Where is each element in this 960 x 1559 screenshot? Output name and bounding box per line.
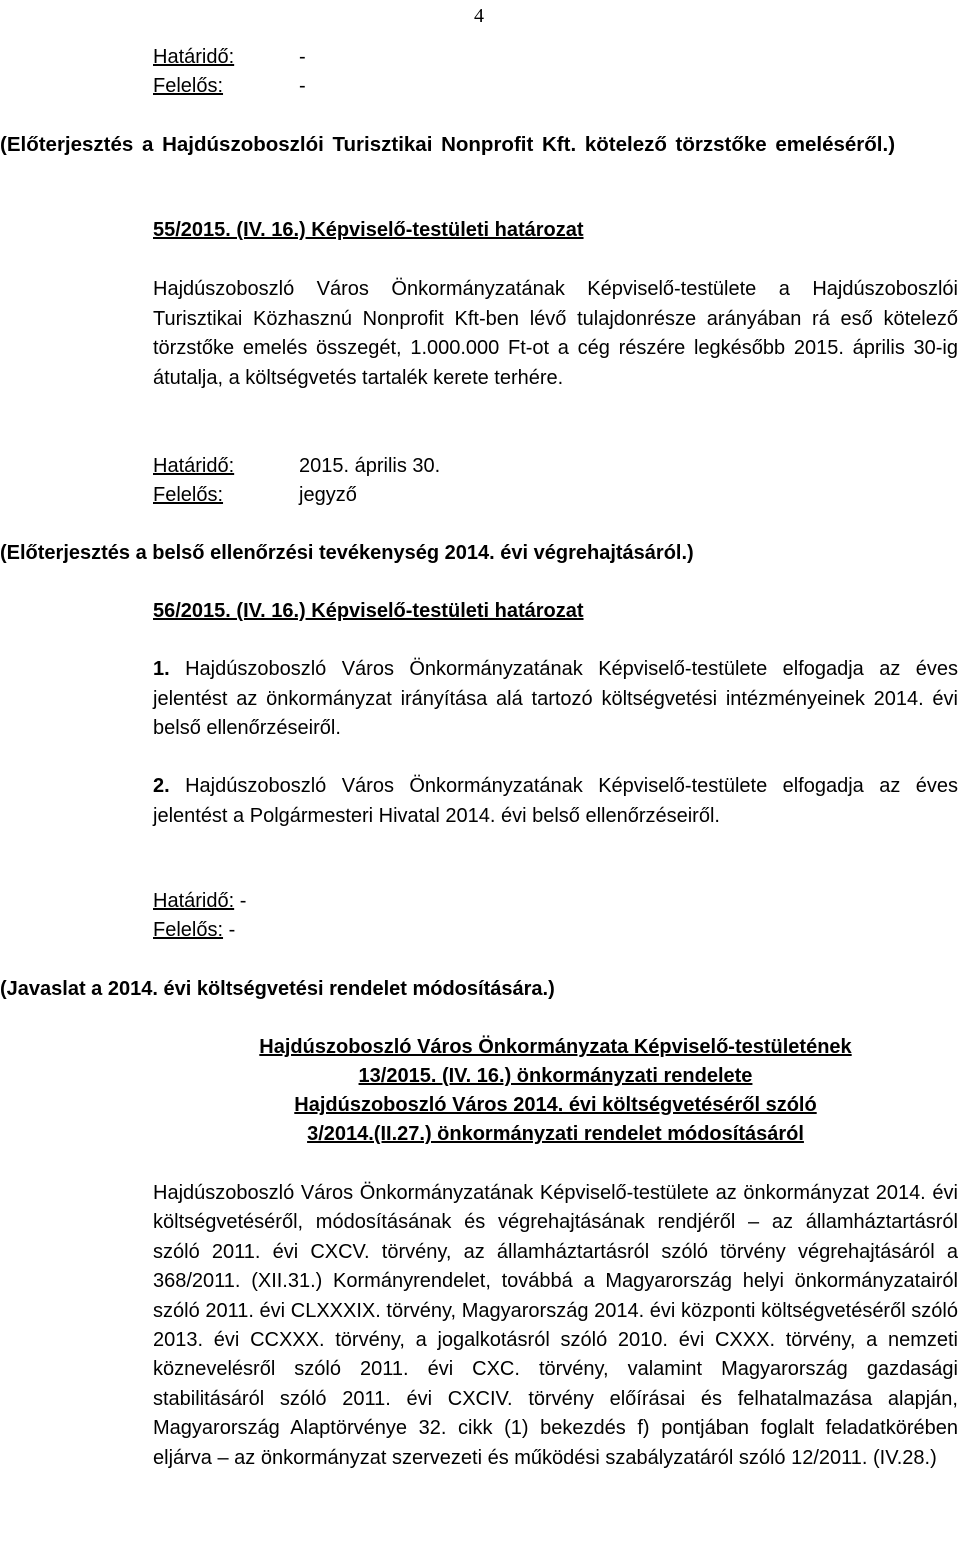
page-number: 4 [474, 5, 484, 27]
deadline-value: - [239, 890, 247, 912]
regulation-title [153, 1033, 958, 1149]
section4-body: Hajdúszoboszló Város Önkormányzatának Képviselő-testülete az önkormányzat 2014. évi költségvetéséről, módosításának és végrehajtásának rendjéről – az államháztartásról szóló 2011. évi CXCV. törvény, az államháztartásról szóló törvény végrehajtásáról a 368/2011. (XII.31.) Kormányrendelet, továbbá a Magyarország helyi önkormányzatairól szóló 2011. évi CLXXXIX. törvény, Magyarország 2014. évi központi költségvetéséről szóló 2013. évi CCXXX. törvény, a jogalkotásról szóló 2010. évi CXXX. törvény, a nemzeti köznevelésről szóló 2011. évi CXC. törvény, valamint Magyarország gazdasági stabilitásáról szóló 2011. évi CXCIV. törvény előírásai és felhatalmazása alapján, Magyarország Alaptörvénye 32. cikk (1) bekezdés f) pontjában foglalt feladatkörében eljárva – az önkormányzat szervezeti és működési szabályzatáról szóló 12/2011. (IV.28.) [153, 1182, 958, 1469]
regulation-title-line-1: Hajdúszoboszló Város Önkormányzata Képviselő-testületének [259, 1036, 852, 1058]
section4-heading: (Javaslat a 2014. évi költségvetési rendelet módosítására.) [0, 978, 555, 1000]
item-number: 2. [153, 775, 170, 797]
section3-meta [153, 887, 958, 945]
deadline-row [153, 43, 958, 72]
regulation-title-line-2: 13/2015. (IV. 16.) önkormányzati rendelete [358, 1065, 753, 1087]
responsible-label: Felelős: [153, 75, 224, 97]
responsible-value: - [299, 75, 306, 97]
responsible-value: jegyző [299, 484, 357, 506]
section3-heading: (Előterjesztés a belső ellenőrzési tevékenység 2014. évi végrehajtásáról.) [0, 542, 694, 564]
item-text: Hajdúszoboszló Város Önkormányzatának Képviselő-testülete elfogadja az éves jelentést a Polgármesteri Hivatal 2014. évi belső ellenőrzéseiről. [153, 775, 958, 827]
deadline-value: 2015. április 30. [299, 455, 441, 477]
item-number: 1. [153, 658, 170, 680]
section2-resolution-title: 55/2015. (IV. 16.) Képviselő-testületi határozat [153, 219, 584, 241]
item-text: Hajdúszoboszló Város Önkormányzatának Képviselő-testülete elfogadja az éves jelentést az önkormányzat irányítása alá tartozó költségvetési intézményeinek 2014. évi belső ellenőrzéseiről. [153, 658, 958, 739]
deadline-row [153, 452, 958, 481]
section1-meta [153, 43, 958, 101]
deadline-label: Határidő: [153, 455, 235, 477]
responsible-row [153, 481, 958, 510]
section3-resolution-title: 56/2015. (IV. 16.) Képviselő-testületi határozat [153, 600, 584, 622]
deadline-row [153, 887, 958, 916]
responsible-label: Felelős: [153, 484, 224, 506]
section3-item-2 [153, 772, 958, 831]
regulation-title-line-3: Hajdúszoboszló Város 2014. évi költségvetéséről szóló [294, 1094, 817, 1116]
responsible-row [153, 916, 958, 945]
deadline-label: Határidő: [153, 46, 235, 68]
section3-item-1 [153, 655, 958, 744]
section2-heading: (Előterjesztés a Hajdúszoboszlói Turisztikai Nonprofit Kft. kötelező törzstőke emeléséről.) [0, 133, 896, 156]
section2-body: Hajdúszoboszló Város Önkormányzatának Képviselő-testülete a Hajdúszoboszlói Turisztikai Közhasznú Nonprofit Kft-ben lévő tulajdonrésze arányában rá eső kötelező törzstőke emelés összegét, 1.000.000 Ft-ot a cég részére legkésőbb 2015. április 30-ig átutalja, a költségvetés tartalék kerete terhére. [153, 278, 958, 389]
responsible-row [153, 72, 958, 101]
deadline-label: Határidő: [153, 890, 235, 912]
section2-meta [153, 452, 958, 510]
responsible-value: - [228, 919, 236, 941]
deadline-value: - [299, 46, 306, 68]
responsible-label: Felelős: [153, 919, 224, 941]
regulation-title-line-4: 3/2014.(II.27.) önkormányzati rendelet módosításáról [307, 1123, 804, 1145]
